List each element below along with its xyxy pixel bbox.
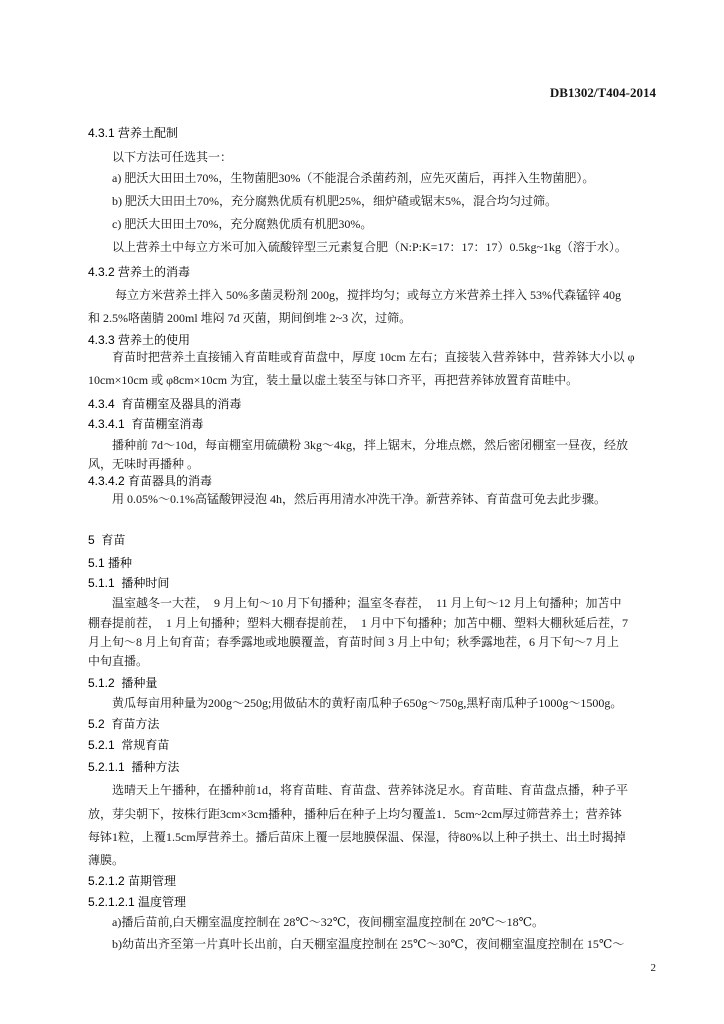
list-item: a) 肥沃大田田土70%，生物菌肥30%（不能混合杀菌药剂，应先灭菌后，再拌入生物菌肥）。	[112, 171, 595, 185]
subsection-heading: 4.3.4.2 育苗器具的消毒	[88, 474, 213, 488]
paragraph-line: 育苗时把营养土直接铺入育苗畦或育苗盘中，厚度 10cm 左右；直接装入营养钵中，营养钵大小以 φ	[112, 350, 635, 364]
paragraph-line: 播种前 7d～10d，每亩棚室用硫磺粉 3kg～4kg，拌上锯末，分堆点燃，然后密闭棚室一昼夜，经放	[112, 438, 629, 452]
section-heading: 5.2 育苗方法	[88, 717, 160, 731]
paragraph-line: 用 0.05%～0.1%高锰酸钾浸泡 4h，然后再用清水冲洗干净。新营养钵、育苗盘可免去此步骤。	[112, 492, 606, 506]
paragraph-line: 温室越冬一大茬， 9 月上旬～10 月下旬播种；温室冬春茬， 11 月上旬～12 月上旬播种；加苫中	[112, 596, 622, 610]
paragraph-line: 和 2.5%咯菌腈 200ml 堆闷 7d 灭菌，期间倒堆 2~3 次，过筛。	[88, 311, 412, 325]
subsection-heading: 5.2.1 常规育苗	[88, 738, 170, 752]
chapter-heading: 5 育苗	[88, 533, 126, 547]
page-number: 2	[650, 962, 656, 974]
list-item: c) 肥沃大田田土70%，充分腐熟优质有机肥30%。	[112, 217, 373, 231]
list-item: a)播后苗前,白天棚室温度控制在 28℃～32℃，夜间棚室温度控制在 20℃～18℃。	[112, 915, 545, 929]
paragraph-line: 薄膜。	[88, 853, 125, 867]
subsection-heading: 5.2.1.2.1 温度管理	[88, 895, 187, 909]
paragraph-line: 以下方法可任选其一：	[112, 150, 233, 164]
paragraph-line: 黄瓜每亩用种量为200g～250g;用做砧木的黄籽南瓜种子650g～750g,黑籽南瓜种子1000g～1500g。	[112, 696, 623, 710]
paragraph-line: 选晴天上午播种，在播种前1d，将育苗畦、育苗盘、营养钵浇足水。育苗畦、育苗盘点播，种子平	[112, 783, 629, 797]
paragraph-line: 每钵1粒，上覆1.5cm厚营养土。播后苗床上覆一层地膜保温、保湿，待80%以上种子拱土、出土时揭掉	[88, 830, 626, 844]
subsection-heading: 5.1.2 播种量	[88, 676, 158, 690]
paragraph-line: 10cm×10cm 或 φ8cm×10cm 为宜，装土量以虚土装至与钵口齐平，再把营养钵放置育苗畦中。	[88, 373, 579, 387]
paragraph-line: 以上营养土中每立方米可加入硫酸锌型三元素复合肥（N:P:K=17：17：17）0.5kg~1kg（溶于水）。	[112, 240, 627, 254]
subsection-heading: 5.1.1 播种时间	[88, 576, 170, 590]
section-heading: 4.3.1 营养土配制	[88, 126, 179, 140]
subsection-heading: 4.3.4.1 育苗棚室消毒	[88, 417, 204, 431]
list-item: b) 肥沃大田田土70%，充分腐熟优质有机肥25%，细炉碴或锯末5%，混合均匀过筛。	[112, 194, 557, 208]
standard-code: DB1302/T404-2014	[549, 85, 656, 100]
list-item: b)幼苗出齐至第一片真叶长出前，白天棚室温度控制在 25℃～30℃，夜间棚室温度控制在 15℃～	[112, 937, 625, 951]
paragraph-line: 月上旬～8 月上旬育苗；春季露地或地膜覆盖，育苗时间 3 月上中旬；秋季露地茬，6 月下旬～7 月上	[88, 635, 620, 649]
paragraph-line: 棚春提前茬， 1 月上旬播种；塑料大棚春提前茬， 1 月中下旬播种；加苫中棚、塑料大棚秋延后茬，7	[88, 616, 629, 630]
paragraph-line: 每立方米营养土拌入 50%多菌灵粉剂 200g，搅拌均匀；或每立方米营养土拌入 53%代森锰锌 40g	[112, 288, 621, 302]
paragraph-line: 风，无味时再播种 。	[88, 457, 200, 471]
section-heading: 4.3.4 育苗棚室及器具的消毒	[88, 397, 242, 411]
section-heading: 5.1 播种	[88, 556, 133, 570]
section-heading: 4.3.2 营养土的消毒	[88, 265, 191, 279]
section-heading: 4.3.3 营养土的使用	[88, 333, 191, 347]
subsection-heading: 5.2.1.2 苗期管理	[88, 874, 177, 888]
paragraph-line: 放，芽尖朝下，按株行距3cm×3cm播种，播种后在种子上均匀覆盖1．5cm~2cm厚过筛营养土；营养钵	[88, 807, 622, 821]
paragraph-line: 中旬直播。	[88, 654, 149, 668]
subsection-heading: 5.2.1.1 播种方法	[88, 760, 180, 774]
